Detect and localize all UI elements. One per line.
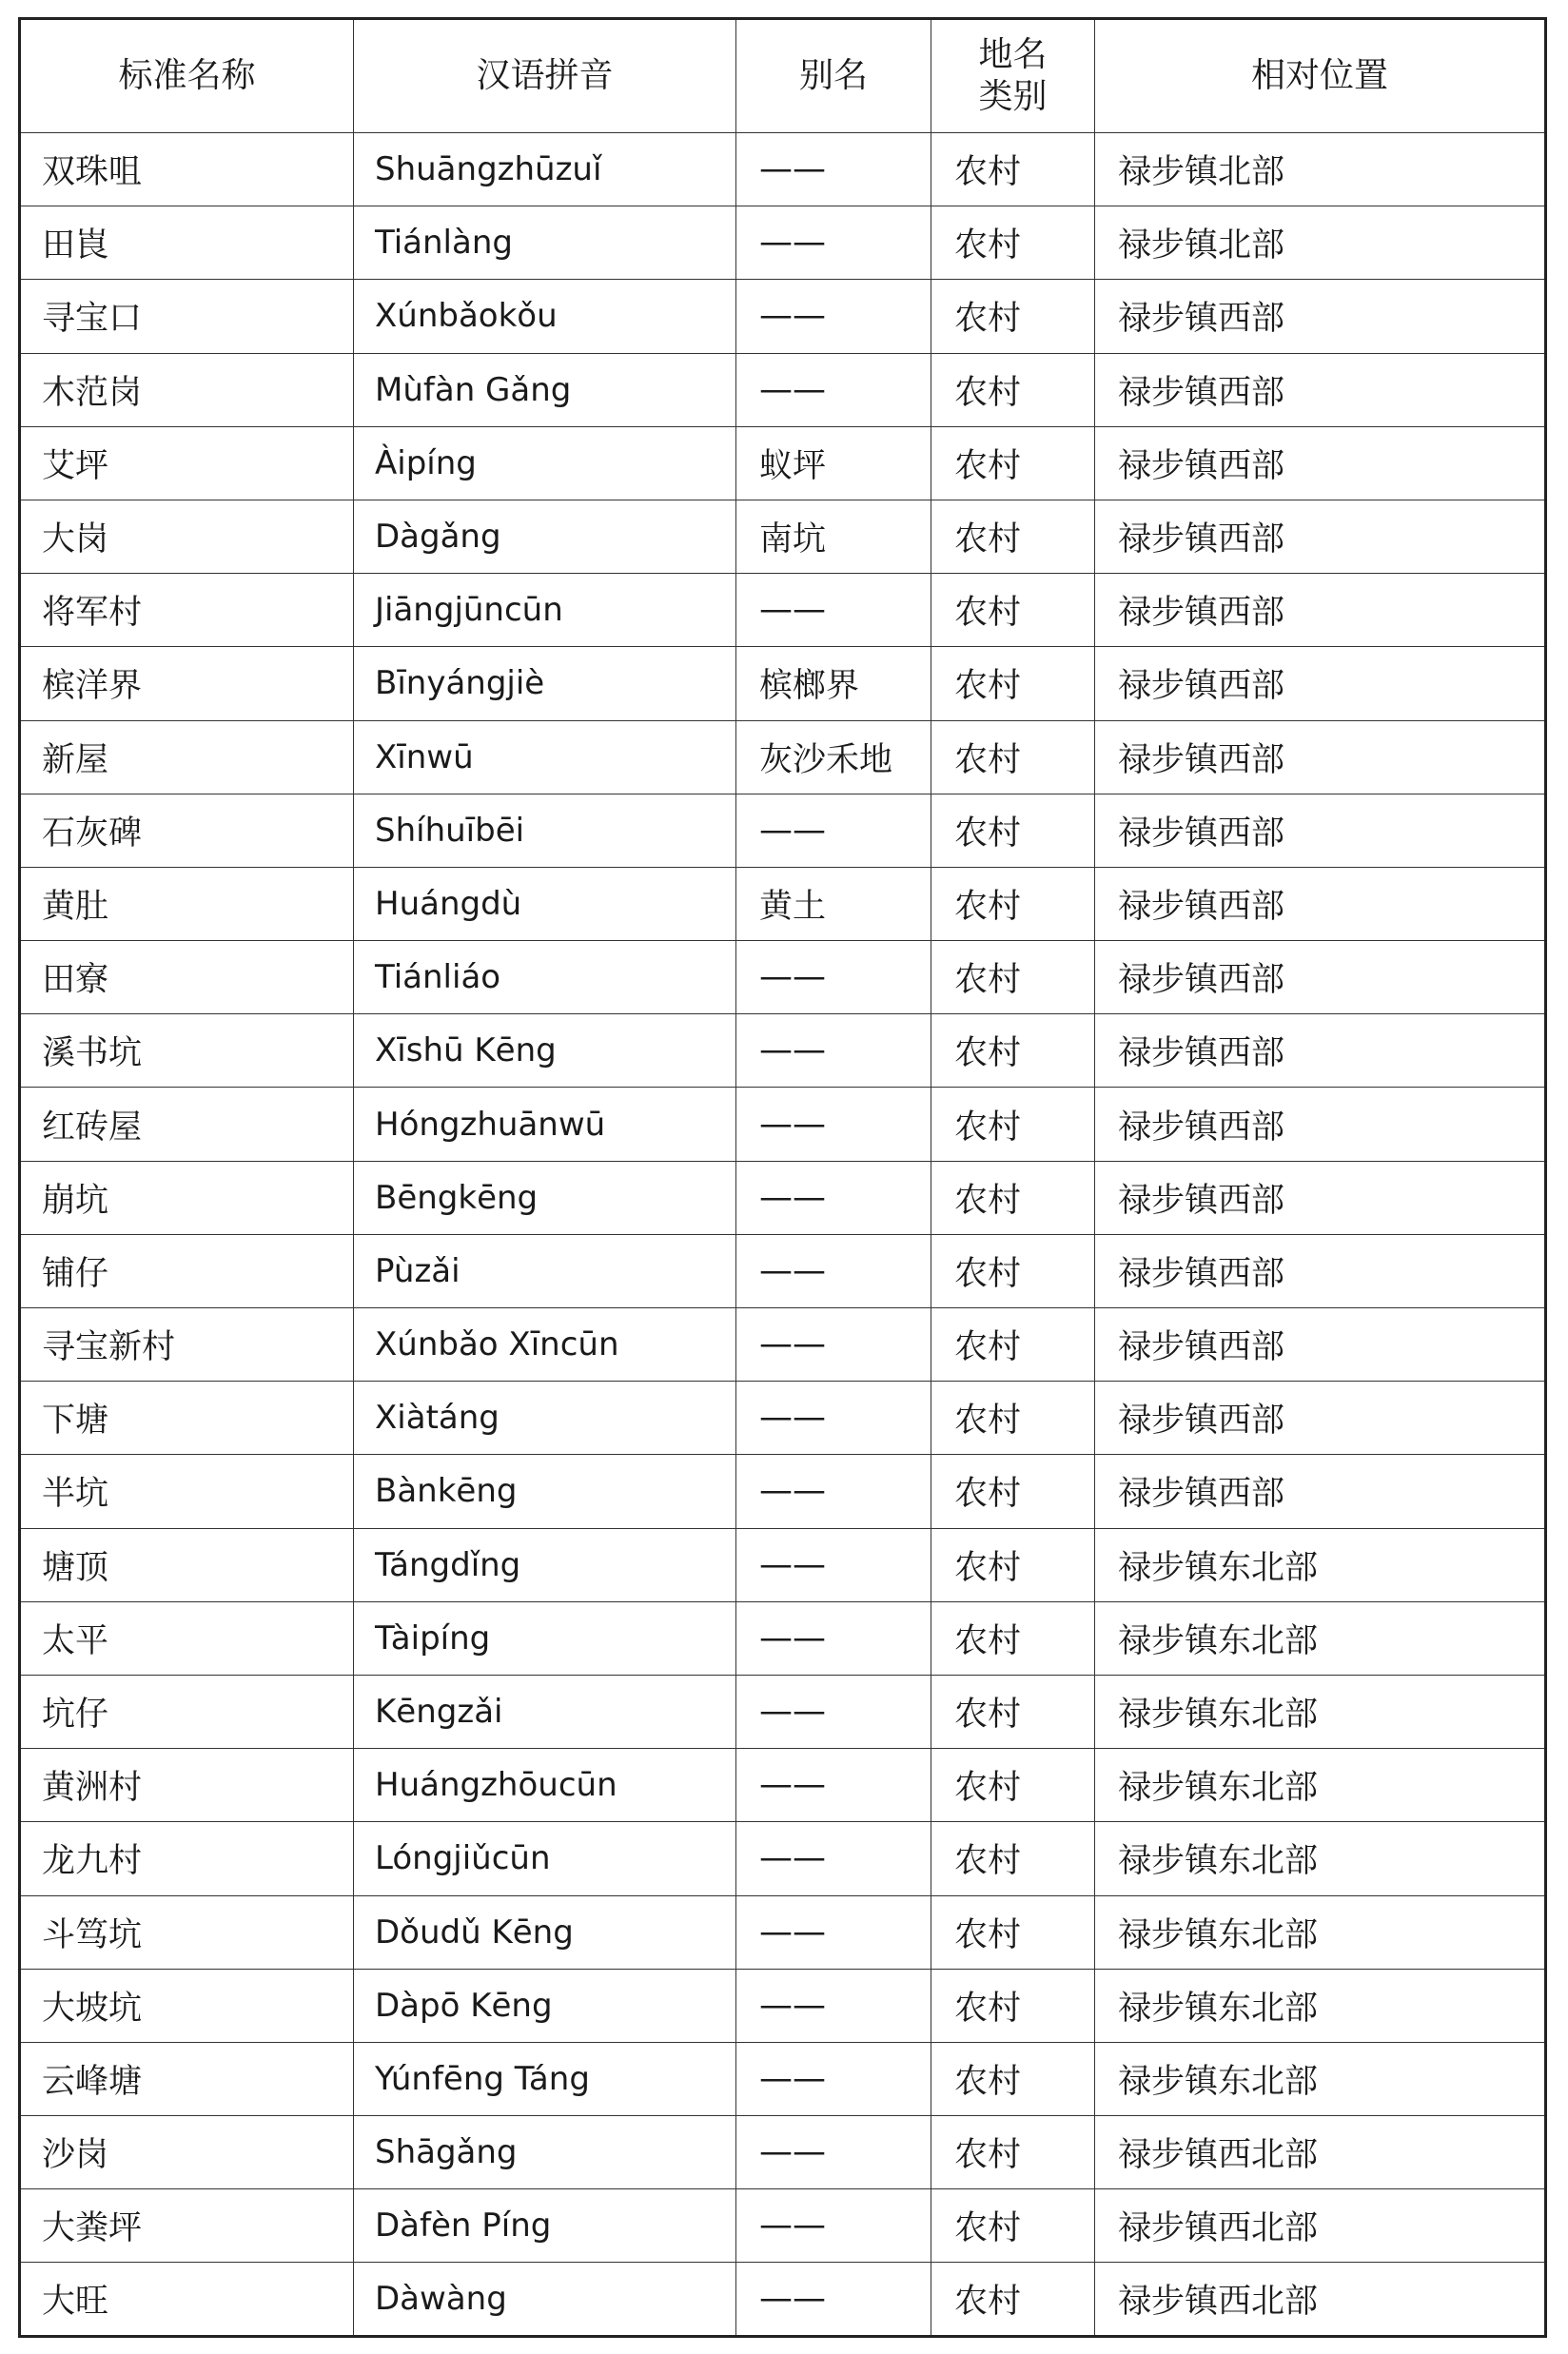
cell-category: 农村 [931, 426, 1095, 500]
cell-pinyin: Xīnwū [354, 720, 736, 794]
table-row [20, 1528, 1546, 1601]
cell-standard-name: 铺仔 [20, 1234, 354, 1307]
header-category [931, 19, 1095, 133]
cell-standard-name: 艾坪 [20, 426, 354, 500]
header-row [20, 19, 1546, 133]
cell-category: 农村 [931, 1601, 1095, 1675]
table-row [20, 1014, 1546, 1088]
cell-location: 禄步镇西部 [1095, 647, 1546, 720]
table-row [20, 1161, 1546, 1234]
cell-pinyin: Tàipíng [354, 1601, 736, 1675]
cell-location: 禄步镇北部 [1095, 133, 1546, 206]
table-row [20, 794, 1546, 867]
cell-category: 农村 [931, 1895, 1095, 1969]
table-row [20, 1822, 1546, 1895]
cell-location: 禄步镇西部 [1095, 720, 1546, 794]
cell-alias: —— [736, 2189, 931, 2263]
cell-alias: —— [736, 1088, 931, 1161]
cell-alias: —— [736, 1161, 931, 1234]
cell-standard-name: 龙九村 [20, 1822, 354, 1895]
cell-standard-name: 寻宝新村 [20, 1308, 354, 1382]
cell-pinyin: Dàgǎng [354, 500, 736, 573]
cell-pinyin: Mùfàn Gǎng [354, 353, 736, 426]
table-row [20, 1749, 1546, 1822]
header-standard-name: 标准名称 [20, 19, 354, 133]
table-row [20, 2042, 1546, 2115]
cell-standard-name: 塘顶 [20, 1528, 354, 1601]
cell-category: 农村 [931, 720, 1095, 794]
cell-pinyin: Kēngzǎi [354, 1675, 736, 1748]
cell-alias: —— [736, 1014, 931, 1088]
cell-pinyin: Xúnbǎokǒu [354, 280, 736, 353]
header-alias: 别名 [736, 19, 931, 133]
cell-alias: —— [736, 2042, 931, 2115]
table-row [20, 720, 1546, 794]
cell-location: 禄步镇西部 [1095, 1234, 1546, 1307]
cell-pinyin: Pùzǎi [354, 1234, 736, 1307]
cell-pinyin: Xúnbǎo Xīncūn [354, 1308, 736, 1382]
cell-category: 农村 [931, 1969, 1095, 2042]
cell-category: 农村 [931, 1749, 1095, 1822]
cell-pinyin: Bànkēng [354, 1455, 736, 1528]
cell-location: 禄步镇西部 [1095, 426, 1546, 500]
table-row [20, 1601, 1546, 1675]
table-row [20, 2116, 1546, 2189]
cell-pinyin: Bīnyángjiè [354, 647, 736, 720]
cell-standard-name: 双珠咀 [20, 133, 354, 206]
cell-standard-name: 田寮 [20, 941, 354, 1014]
header-category-line2: 类别 [978, 77, 1048, 116]
cell-category: 农村 [931, 2042, 1095, 2115]
cell-pinyin: Lóngjiǔcūn [354, 1822, 736, 1895]
cell-location: 禄步镇西部 [1095, 794, 1546, 867]
cell-alias: —— [736, 1675, 931, 1748]
cell-category: 农村 [931, 1675, 1095, 1748]
cell-pinyin: Tángdǐng [354, 1528, 736, 1601]
cell-pinyin: Bēngkēng [354, 1161, 736, 1234]
cell-alias: —— [736, 794, 931, 867]
header-pinyin: 汉语拼音 [354, 19, 736, 133]
cell-alias: —— [736, 1895, 931, 1969]
cell-pinyin: Tiánlàng [354, 206, 736, 280]
table-row [20, 1382, 1546, 1455]
cell-alias: —— [736, 574, 931, 647]
cell-category: 农村 [931, 574, 1095, 647]
cell-pinyin: Shāgǎng [354, 2116, 736, 2189]
cell-location: 禄步镇东北部 [1095, 2042, 1546, 2115]
cell-standard-name: 黄洲村 [20, 1749, 354, 1822]
table-row [20, 2263, 1546, 2336]
cell-alias: —— [736, 1601, 931, 1675]
cell-location: 禄步镇西部 [1095, 867, 1546, 940]
cell-location: 禄步镇西北部 [1095, 2116, 1546, 2189]
place-names-table [18, 17, 1547, 2338]
cell-category: 农村 [931, 794, 1095, 867]
cell-category: 农村 [931, 2263, 1095, 2336]
cell-standard-name: 将军村 [20, 574, 354, 647]
cell-alias: —— [736, 206, 931, 280]
header-location: 相对位置 [1095, 19, 1546, 133]
cell-pinyin: Shuāngzhūzuǐ [354, 133, 736, 206]
cell-standard-name: 红砖屋 [20, 1088, 354, 1161]
cell-category: 农村 [931, 1822, 1095, 1895]
cell-location: 禄步镇西部 [1095, 500, 1546, 573]
table-row [20, 941, 1546, 1014]
cell-location: 禄步镇西部 [1095, 1382, 1546, 1455]
cell-alias: 灰沙禾地 [736, 720, 931, 794]
cell-category: 农村 [931, 1308, 1095, 1382]
table-row [20, 1455, 1546, 1528]
cell-pinyin: Huángzhōucūn [354, 1749, 736, 1822]
table-row [20, 1308, 1546, 1382]
cell-standard-name: 崩坑 [20, 1161, 354, 1234]
cell-standard-name: 田崀 [20, 206, 354, 280]
cell-alias: —— [736, 2263, 931, 2336]
cell-pinyin: Àipíng [354, 426, 736, 500]
cell-standard-name: 寻宝口 [20, 280, 354, 353]
cell-location: 禄步镇西北部 [1095, 2189, 1546, 2263]
cell-alias: —— [736, 353, 931, 426]
cell-standard-name: 斗笃坑 [20, 1895, 354, 1969]
cell-location: 禄步镇西部 [1095, 1161, 1546, 1234]
cell-category: 农村 [931, 1382, 1095, 1455]
cell-pinyin: Dàpō Kēng [354, 1969, 736, 2042]
cell-standard-name: 半坑 [20, 1455, 354, 1528]
cell-pinyin: Yúnfēng Táng [354, 2042, 736, 2115]
table-row [20, 206, 1546, 280]
cell-alias: —— [736, 1455, 931, 1528]
cell-standard-name: 下塘 [20, 1382, 354, 1455]
cell-pinyin: Jiāngjūncūn [354, 574, 736, 647]
cell-category: 农村 [931, 1014, 1095, 1088]
cell-location: 禄步镇西部 [1095, 1088, 1546, 1161]
cell-location: 禄步镇西部 [1095, 1014, 1546, 1088]
cell-alias: —— [736, 1822, 931, 1895]
cell-category: 农村 [931, 133, 1095, 206]
cell-location: 禄步镇东北部 [1095, 1895, 1546, 1969]
cell-location: 禄步镇西部 [1095, 1455, 1546, 1528]
cell-location: 禄步镇东北部 [1095, 1969, 1546, 2042]
table-body [20, 133, 1546, 2337]
table-row [20, 1895, 1546, 1969]
cell-alias: —— [736, 1308, 931, 1382]
cell-standard-name: 新屋 [20, 720, 354, 794]
cell-category: 农村 [931, 1455, 1095, 1528]
cell-pinyin: Shíhuībēi [354, 794, 736, 867]
table-row [20, 574, 1546, 647]
cell-alias: —— [736, 1528, 931, 1601]
cell-location: 禄步镇西部 [1095, 1308, 1546, 1382]
cell-category: 农村 [931, 206, 1095, 280]
cell-alias: —— [736, 1749, 931, 1822]
cell-category: 农村 [931, 353, 1095, 426]
header-category-line1: 地名 [978, 35, 1048, 74]
cell-alias: 南坑 [736, 500, 931, 573]
cell-alias: —— [736, 2116, 931, 2189]
cell-category: 农村 [931, 647, 1095, 720]
cell-standard-name: 云峰塘 [20, 2042, 354, 2115]
cell-location: 禄步镇东北部 [1095, 1822, 1546, 1895]
cell-category: 农村 [931, 1088, 1095, 1161]
cell-pinyin: Huángdù [354, 867, 736, 940]
cell-category: 农村 [931, 280, 1095, 353]
cell-pinyin: Dàfèn Píng [354, 2189, 736, 2263]
table-row [20, 1675, 1546, 1748]
cell-standard-name: 黄肚 [20, 867, 354, 940]
cell-standard-name: 大旺 [20, 2263, 354, 2336]
cell-location: 禄步镇北部 [1095, 206, 1546, 280]
cell-alias: —— [736, 1382, 931, 1455]
table-row [20, 280, 1546, 353]
cell-location: 禄步镇西部 [1095, 941, 1546, 1014]
table-row [20, 647, 1546, 720]
cell-standard-name: 大岗 [20, 500, 354, 573]
cell-pinyin: Xīshū Kēng [354, 1014, 736, 1088]
table-row [20, 1969, 1546, 2042]
cell-alias: —— [736, 280, 931, 353]
cell-category: 农村 [931, 2116, 1095, 2189]
cell-pinyin: Dàwàng [354, 2263, 736, 2336]
table-row [20, 426, 1546, 500]
table-row [20, 1234, 1546, 1307]
cell-alias: —— [736, 1969, 931, 2042]
cell-category: 农村 [931, 1234, 1095, 1307]
cell-category: 农村 [931, 2189, 1095, 2263]
cell-category: 农村 [931, 1528, 1095, 1601]
cell-alias: 蚁坪 [736, 426, 931, 500]
cell-standard-name: 木范岗 [20, 353, 354, 426]
cell-pinyin: Tiánliáo [354, 941, 736, 1014]
cell-location: 禄步镇东北部 [1095, 1675, 1546, 1748]
cell-alias: —— [736, 133, 931, 206]
cell-category: 农村 [931, 500, 1095, 573]
cell-standard-name: 大坡坑 [20, 1969, 354, 2042]
cell-location: 禄步镇东北部 [1095, 1601, 1546, 1675]
cell-location: 禄步镇东北部 [1095, 1749, 1546, 1822]
table-header [20, 19, 1546, 133]
cell-location: 禄步镇西部 [1095, 280, 1546, 353]
cell-alias: —— [736, 1234, 931, 1307]
cell-location: 禄步镇东北部 [1095, 1528, 1546, 1601]
cell-standard-name: 沙岗 [20, 2116, 354, 2189]
cell-standard-name: 坑仔 [20, 1675, 354, 1748]
cell-standard-name: 溪书坑 [20, 1014, 354, 1088]
cell-standard-name: 太平 [20, 1601, 354, 1675]
cell-location: 禄步镇西部 [1095, 353, 1546, 426]
table-row [20, 1088, 1546, 1161]
cell-pinyin: Dǒudǔ Kēng [354, 1895, 736, 1969]
cell-standard-name: 槟洋界 [20, 647, 354, 720]
cell-alias: 槟榔界 [736, 647, 931, 720]
cell-category: 农村 [931, 941, 1095, 1014]
table-row [20, 353, 1546, 426]
table-row [20, 867, 1546, 940]
table-row [20, 133, 1546, 206]
cell-category: 农村 [931, 867, 1095, 940]
table-row [20, 2189, 1546, 2263]
cell-location: 禄步镇西部 [1095, 574, 1546, 647]
table-row [20, 500, 1546, 573]
cell-standard-name: 大粪坪 [20, 2189, 354, 2263]
cell-location: 禄步镇西北部 [1095, 2263, 1546, 2336]
cell-pinyin: Xiàtáng [354, 1382, 736, 1455]
cell-category: 农村 [931, 1161, 1095, 1234]
cell-alias: 黄土 [736, 867, 931, 940]
cell-alias: —— [736, 941, 931, 1014]
cell-standard-name: 石灰碑 [20, 794, 354, 867]
cell-pinyin: Hóngzhuānwū [354, 1088, 736, 1161]
